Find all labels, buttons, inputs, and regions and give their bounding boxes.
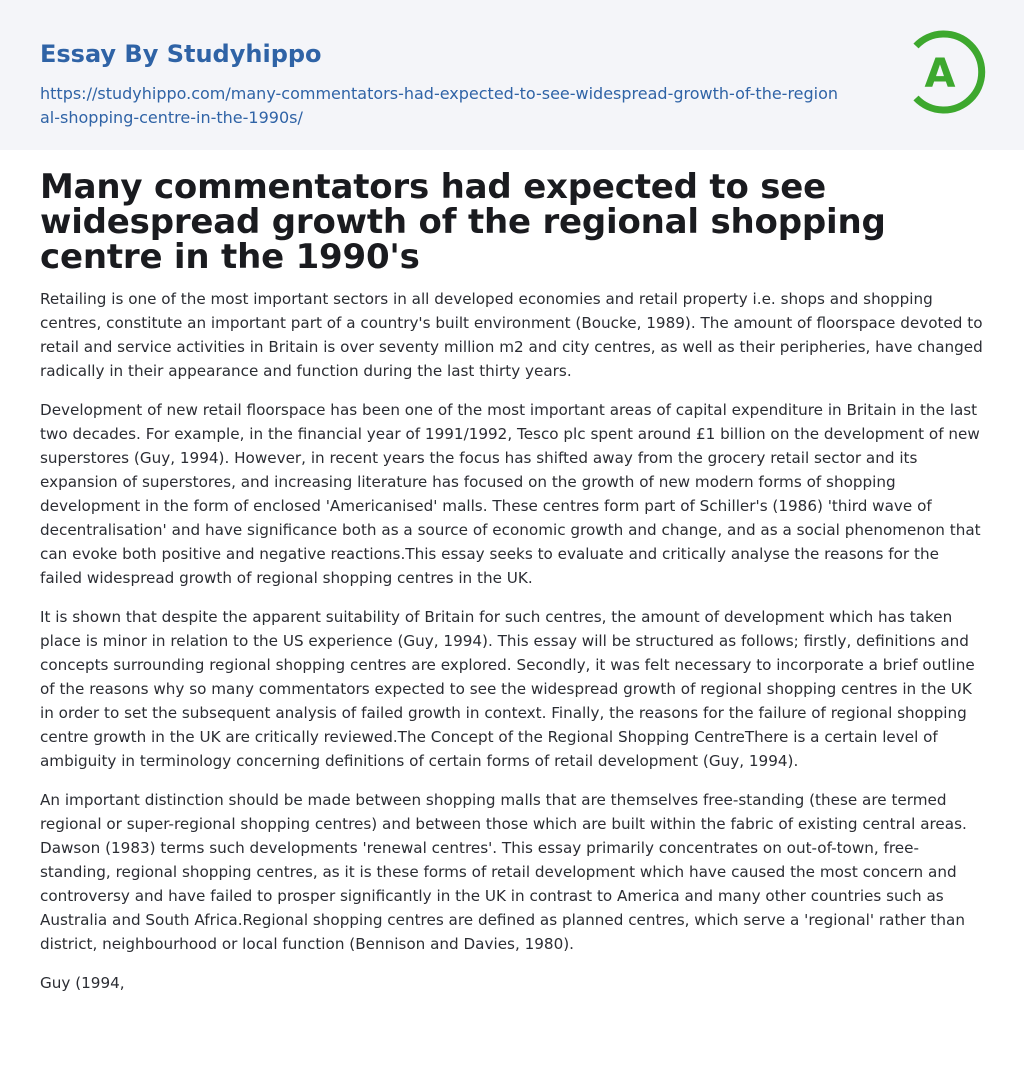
- article-paragraph: Retailing is one of the most important sectors in all developed economies and retail property i.e. shops and shopping centres, constitute an important part of a country's built environment (Boucke, 1989). The amount of floorspace devoted to retail and service activities in Britain is over seventy million m2 and city centres, as well as their peripheries, have changed radically in their appearance and function during the last thirty years.: [40, 290, 983, 380]
- logo-icon: [906, 26, 990, 118]
- article-paragraph: It is shown that despite the apparent suitability of Britain for such centres, the amount of development which has taken place is minor in relation to the US experience (Guy, 1994). This essay will be structured as follows; firstly, definitions and concepts surrounding regional shopping centres are explored. Secondly, it was felt necessary to incorporate a brief outline of the reasons why so many commentators expected to see the widespread growth of regional shopping centres in the UK in order to set the subsequent analysis of failed growth in context. Finally, the reasons for the failure of regional shopping centre growth in the UK are critically reviewed.The Concept of the Regional Shopping CentreThere is a certain level of ambiguity in terminology concerning definitions of certain forms of retail development (Guy, 1994).: [40, 608, 975, 770]
- source-url-link[interactable]: https://studyhippo.com/many-commentators-had-expected-to-see-widespread-growth-of-the-regional-shopping-centre-in-the-1990s/: [40, 84, 839, 127]
- studyhippo-logo[interactable]: [906, 26, 990, 118]
- brand-title[interactable]: Essay By Studyhippo: [40, 40, 322, 68]
- article-paragraph: Guy (1994,: [40, 974, 125, 992]
- logo-letter: A: [924, 51, 956, 97]
- article-paragraph: Development of new retail floorspace has been one of the most important areas of capital expenditure in Britain in the last two decades. For example, in the financial year of 1991/1992, Tesco plc spent around £1 billion on the development of new superstores (Guy, 1994). However, in recent years the focus has shifted away from the grocery retail sector and its expansion of superstores, and increasing literature has focused on the growth of new modern forms of shopping development in the form of enclosed 'Americanised' malls. These centres form part of Schiller's (1986) 'third wave of decentralisation' and have significance both as a source of economic growth and change, and as a social phenomenon that can evoke both positive and negative reactions.This essay seeks to evaluate and critically analyse the reasons for the failed widespread growth of regional shopping centres in the UK.: [40, 401, 981, 587]
- article: [40, 167, 984, 995]
- site-header: [0, 0, 1024, 150]
- article-title: Many commentators had expected to see widespread growth of the regional shopping centre in the 1990's: [40, 167, 886, 277]
- article-paragraph: An important distinction should be made between shopping malls that are themselves free-standing (these are termed regional or super-regional shopping centres) and between those which are built within the fabric of existing central areas. Dawson (1983) terms such developments 'renewal centres'. This essay primarily concentrates on out-of-town, free-standing, regional shopping centres, as it is these forms of retail development which have caused the most concern and controversy and have failed to prosper significantly in the UK in contrast to America and many other countries such as Australia and South Africa.Regional shopping centres are defined as planned centres, which serve a 'regional' rather than district, neighbourhood or local function (Bennison and Davies, 1980).: [40, 791, 967, 953]
